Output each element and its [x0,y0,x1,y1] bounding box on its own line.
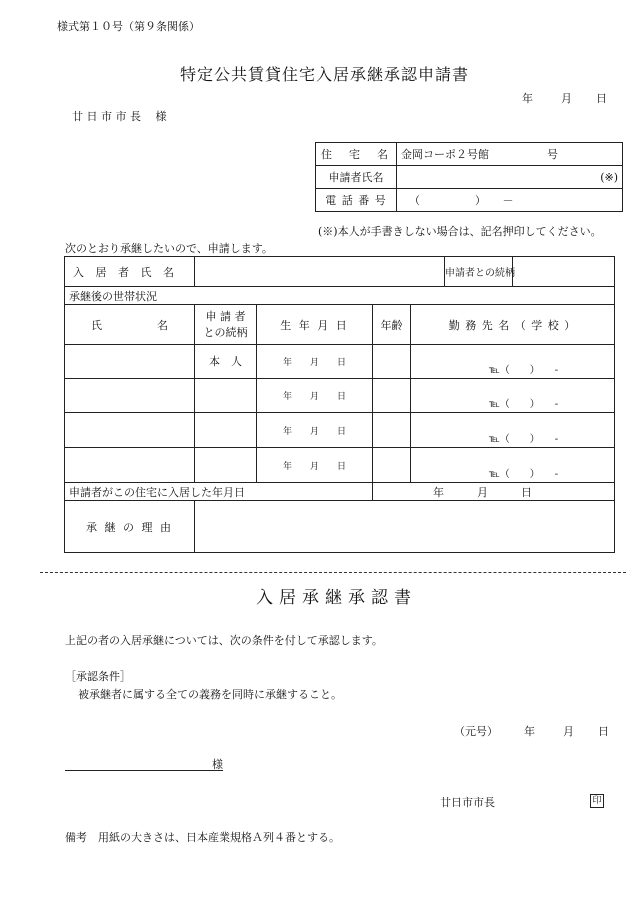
housing-label: 住 宅 名 [316,143,397,166]
addressee: 廿 日 市 市 長 様 [72,110,167,123]
col-birth-header: 生 年 月 日 [257,305,373,345]
applicant-box [315,142,623,212]
member-name-field[interactable] [65,448,195,483]
reason-label: 承 継 の 理 由 [65,501,195,553]
table-row [65,379,615,413]
household-label: 承継後の世帯状況 [65,287,615,305]
member-work[interactable]: ℡（ ） - [411,413,615,448]
signature-mark: (※) [600,170,618,184]
member-birth[interactable]: 年 月 日 [257,413,373,448]
member-birth[interactable]: 年 月 日 [257,345,373,379]
col-name-header: 氏 名 [65,305,195,345]
member-age[interactable] [373,448,411,483]
form-title: 特定公共賃貸住宅入居承継承認申請書 [180,65,470,84]
cut-line [40,572,626,573]
application-date: 年 月 日 [522,92,607,105]
member-relation[interactable] [195,448,257,483]
member-relation[interactable] [195,413,257,448]
relation-label: 申請者との続柄 [445,257,513,287]
col-age-header: 年齢 [373,305,411,345]
member-age[interactable] [373,379,411,413]
moved-in-date-field[interactable]: 年 月 日 [373,483,615,501]
col-work-header: 勤 務 先 名 （ 学 校 ） [411,305,615,345]
intro-text: 次のとおり承継したいので、申請します。 [65,242,273,255]
member-work[interactable]: ℡（ ） - [411,448,615,483]
remarks: 備考 用紙の大きさは、日本産業規格Ａ列４番とする。 [65,831,340,844]
phone-field[interactable]: （ ） － [397,189,623,212]
member-age[interactable] [373,413,411,448]
issuer: 廿日市市長 [440,796,495,809]
table-row [65,448,615,483]
household-table [64,256,615,553]
member-birth[interactable]: 年 月 日 [257,448,373,483]
condition-header: ［承認条件］ [65,670,131,683]
moved-in-label: 申請者がこの住宅に入居した年月日 [65,483,373,501]
applicant-name-label: 申請者氏名 [316,166,397,189]
member-name-field[interactable] [65,379,195,413]
member-relation[interactable]: 本 人 [195,345,257,379]
form-number: 様式第１０号（第９条関係） [57,20,200,33]
relation-field[interactable] [513,257,615,287]
signature-note: (※)本人が手書きしない場合は、記名押印してください。 [318,225,602,238]
reason-field[interactable] [195,501,615,553]
table-row [65,413,615,448]
member-work[interactable]: ℡（ ） - [411,345,615,379]
seal-mark: 印 [590,793,604,808]
condition-text: 被承継者に属する全ての義務を同時に承継すること。 [78,688,342,701]
approval-date: （元号） 年 月 日 [454,725,609,738]
member-name-field[interactable] [65,413,195,448]
col-relation-header: 申 請 者 との続柄 [195,305,257,345]
table-row [65,345,615,379]
approval-title: 入居承継承認書 [256,588,417,608]
recipient-suffix: 様 [212,758,223,771]
applicant-name-field[interactable] [397,166,623,189]
member-name-field[interactable] [65,345,195,379]
phone-label: 電 話 番 号 [316,189,397,212]
resident-name-label: 入 居 者 氏 名 [65,257,195,287]
recipient-line[interactable] [65,758,223,771]
housing-value[interactable]: 金岡コーポ２号館 号 [397,143,623,166]
member-relation[interactable] [195,379,257,413]
resident-name-field[interactable] [195,257,445,287]
approval-text: 上記の者の入居承継については、次の条件を付して承認します。 [65,634,383,647]
member-age[interactable] [373,345,411,379]
member-birth[interactable]: 年 月 日 [257,379,373,413]
member-work[interactable]: ℡（ ） - [411,379,615,413]
